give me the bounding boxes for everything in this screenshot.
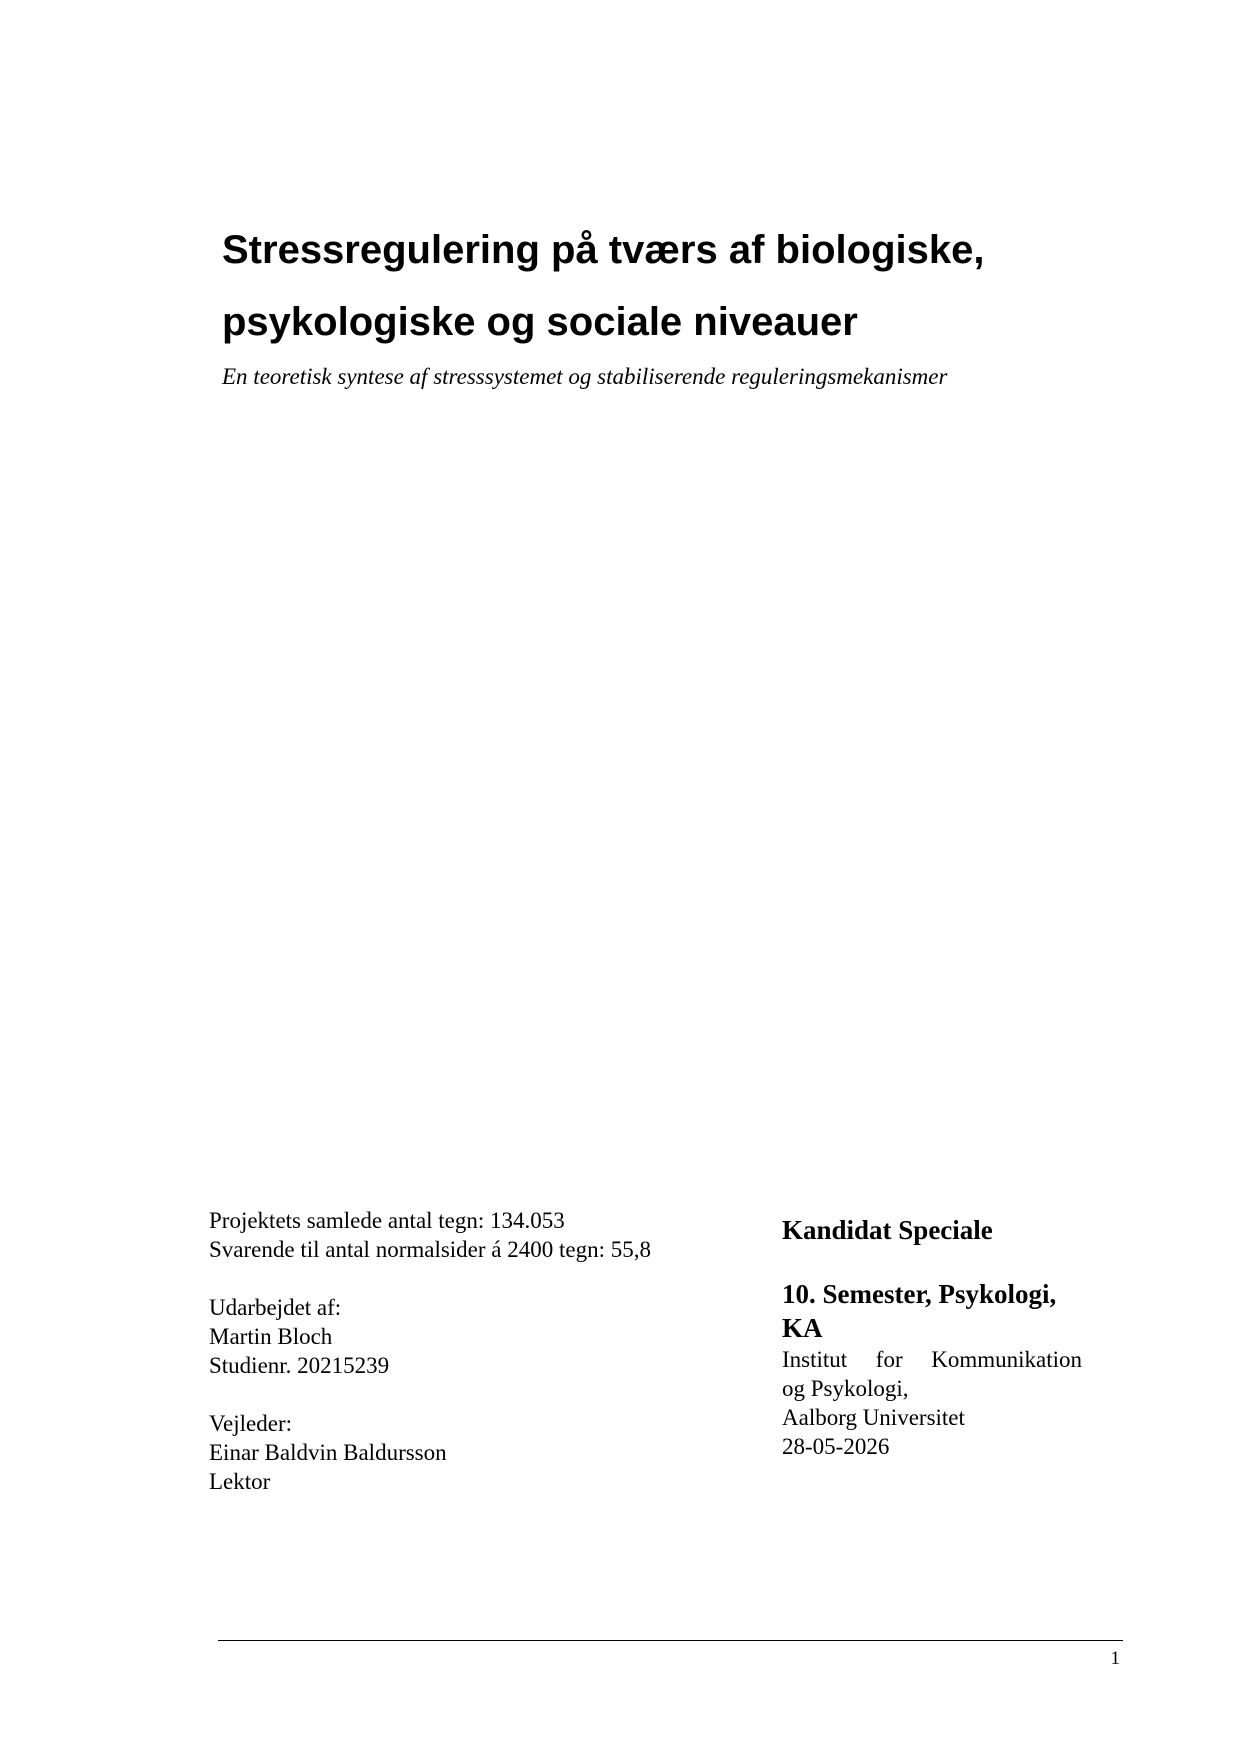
page-number: 1 bbox=[1110, 1648, 1120, 1669]
document-subtitle: En teoretisk syntese af stresssystemet og stabiliserende reguleringsmekanismer bbox=[222, 364, 948, 389]
supervisor-block bbox=[209, 1409, 729, 1496]
character-count-block bbox=[209, 1206, 729, 1264]
title-line-2: psykologiske og sociale niveauer bbox=[222, 300, 858, 344]
author-label: Udarbejdet af: bbox=[209, 1295, 342, 1320]
institute-line-1 bbox=[782, 1345, 1082, 1374]
supervisor-name: Einar Baldvin Baldursson bbox=[209, 1440, 447, 1465]
institute-word: for bbox=[875, 1347, 903, 1372]
institute-word: Institut bbox=[782, 1347, 848, 1372]
normal-pages-count: Svarende til antal normalsider á 2400 tegn: 55,8 bbox=[209, 1237, 651, 1262]
title-line-1: Stressregulering på tværs af biologiske, bbox=[222, 228, 985, 272]
institute-line-2: og Psykologi, bbox=[782, 1376, 909, 1401]
supervisor-label: Vejleder: bbox=[209, 1411, 293, 1436]
author-block bbox=[209, 1293, 729, 1380]
semester-line-1: 10. Semester, Psykologi, bbox=[782, 1279, 1057, 1309]
project-details bbox=[209, 1206, 729, 1496]
student-number: Studienr. 20215239 bbox=[209, 1353, 390, 1378]
submission-date: 28-05-2026 bbox=[782, 1434, 890, 1459]
thesis-type: Kandidat Speciale bbox=[782, 1215, 993, 1245]
document-title bbox=[222, 214, 1082, 358]
thesis-info bbox=[782, 1213, 1082, 1461]
footer-divider bbox=[218, 1640, 1123, 1641]
supervisor-title: Lektor bbox=[209, 1469, 271, 1494]
semester-line-2: KA bbox=[782, 1313, 823, 1343]
university-name: Aalborg Universitet bbox=[782, 1405, 965, 1430]
author-name: Martin Bloch bbox=[209, 1324, 333, 1349]
institute-word: Kommunikation bbox=[931, 1347, 1082, 1372]
character-count: Projektets samlede antal tegn: 134.053 bbox=[209, 1208, 565, 1233]
